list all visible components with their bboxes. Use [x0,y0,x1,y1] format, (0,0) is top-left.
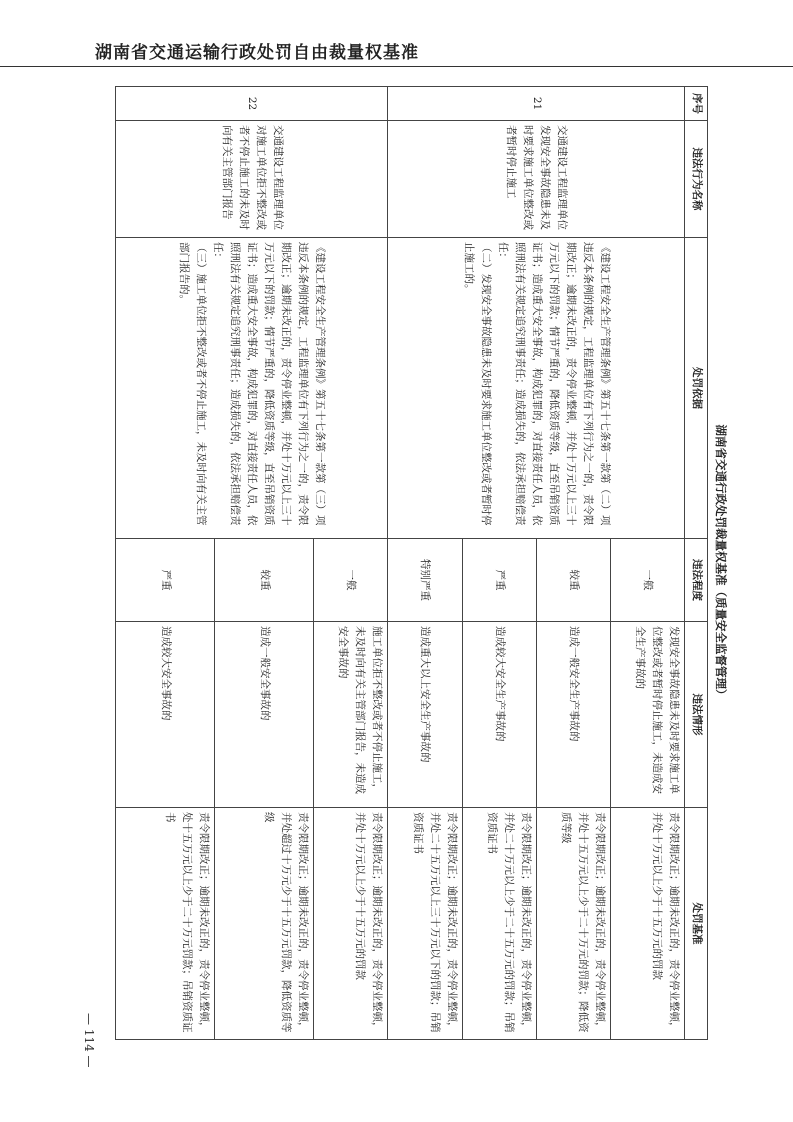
col-header-situation: 违法情形 [685,622,708,808]
degree-cell: 一般 [611,539,685,622]
rotated-table-area [110,86,736,1039]
degree-cell: 较重 [215,539,314,622]
record-no: 21 [388,87,685,121]
situation-cell: 发现安全事故隐患未及时要求施工单位整改或者暂时停止施工，未造成安全生产事故的 [611,622,685,808]
col-header-penalty: 处罚基准 [685,808,708,1040]
table-title: 湖南省交通行政处罚裁量权基准（质量安全监督管理） [714,424,728,701]
situation-cell: 施工单位拒不整改或者不停止施工，未及时向有关主管部门报告，未造成安全事故的 [314,622,388,808]
situation-cell: 造成较大安全事故的 [116,622,215,808]
situation-cell: 造成一般安全事故的 [215,622,314,808]
col-header-name: 违法行为名称 [685,121,708,238]
situation-cell: 造成重大以上安全生产事故的 [388,622,462,808]
penalty-cell: 责令限期改正；逾期未改正的，责令停业整顿，并处二十五万元以上三十万元以下的罚款；吊销资质证书 [388,808,462,1040]
degree-cell: 特别严重 [388,539,462,622]
penalty-basis [388,238,685,539]
header-rule [0,66,793,67]
situation-cell: 造成较大安全生产事故的 [462,622,536,808]
header-row [685,87,708,1040]
col-header-degree: 违法程度 [685,539,708,622]
degree-cell: 一般 [314,539,388,622]
violation-name: 交通建设工程监理单位对施工单位拒不整改或者不停止施工的未及时向有关主管部门报告 [116,121,388,238]
col-header-no: 序号 [685,87,708,121]
basis-item: （二）发现安全事故隐患未及时要求施工单位整改或者暂时停止施工的。 [462,242,492,526]
penalty-cell: 责令限期改正；逾期未改正的，责令停业整顿，并处二十万元以上少于二十五万元的罚款；吊销资质证书 [462,808,536,1040]
violation-name: 交通建设工程监理单位发现安全事故隐患未及时要求施工单位整改或者暂时停止施工 [388,121,685,238]
running-header: 湖南省交通运输行政处罚自由裁量权基准 [95,43,419,63]
penalty-basis [116,238,388,539]
degree-cell: 严重 [116,539,215,622]
page-number: — 114 — [82,1012,96,1068]
basis-paragraph: 《建设工程安全生产管理条例》第五十七条第一款第（三）项 违反本条例的规定，工程监理单位有下列行为之一的，责令限期改正；逾期未改正的，责令停业整顿，并处十万元以上三十万元以下的罚款；情节严重的，降低资质等级，直至吊销资质证书；造成重大安全事故，构成犯罪的，对直接责任人员，依照刑法有关规定追究刑事责任；造成损失的，依法承担赔偿责任： [212,242,327,536]
degree-cell: 严重 [462,539,536,622]
penalty-cell: 责令限期改正；逾期未改正的，责令停业整顿，并处超过十万元少于十五万元罚款，降低资质等级 [215,808,314,1040]
penalty-cell: 责令限期改正；逾期未改正的，责令停业整顿，并处十万元以上少于十五万元的罚款 [314,808,388,1040]
degree-cell: 较重 [536,539,610,622]
penalty-cell: 责令限期改正；逾期未改正的，责令停业整顿，处十五万元以上少于二十万元罚款；吊销资质证书 [116,808,215,1040]
table-row [611,87,685,1040]
basis-paragraph: 《建设工程安全生产管理条例》第五十七条第一款第（二）项 违反本条例的规定，工程监理单位有下列行为之一的，责令限期改正；逾期未改正的，责令停业整顿，并处十万元以上三十万元以下的罚款；情节严重的，降低资质等级，直至吊销资质证书；造成重大安全事故，构成犯罪的，对直接责任人员，依照刑法有关规定追究刑事责任；造成损失的，依法承担赔偿责任： [496,242,611,536]
col-header-basis: 处罚依据 [685,238,708,539]
penalty-cell: 责令限期改正；逾期未改正的，责令停业整顿，并处十万元以上少于十五万元的罚款 [611,808,685,1040]
penalty-cell: 责令限期改正；逾期未改正的，责令停业整顿，并处十五万元以上少于二十万元的罚款；降低资质等级 [536,808,610,1040]
basis-item: （三）施工单位拒不整改或者不停止施工，未及时向有关主管部门报告的。 [178,242,208,526]
penalty-table [115,86,708,1040]
table-row [314,87,388,1040]
record-no: 22 [116,87,388,121]
situation-cell: 造成一般安全生产事故的 [536,622,610,808]
